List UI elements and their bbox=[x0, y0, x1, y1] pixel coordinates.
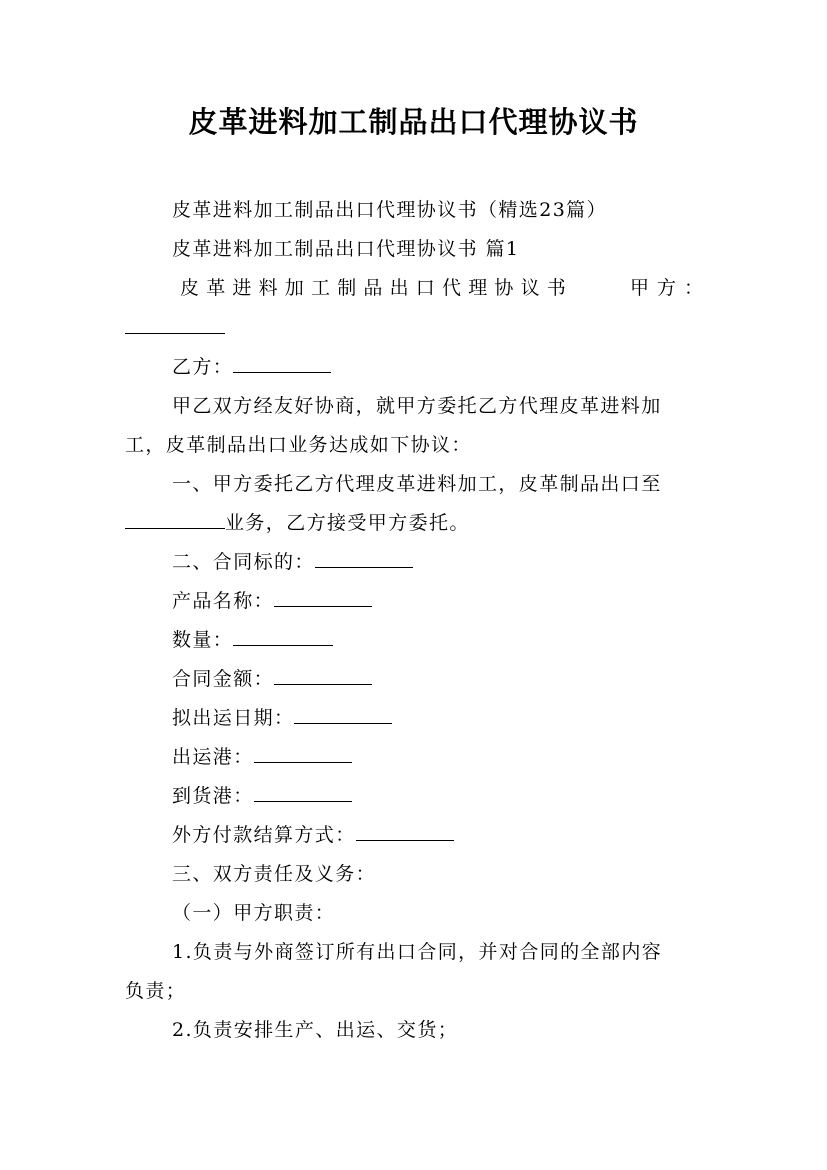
contract-subject-label: 二、合同标的： bbox=[172, 551, 315, 573]
product-name-blank bbox=[274, 589, 372, 607]
duty-item-1: 1.负责与外商签订所有出口合同，并对合同的全部内容 bbox=[172, 941, 663, 963]
payment-method-line bbox=[172, 823, 454, 847]
clause-one-cont-text: 业务，乙方接受甲方委托。 bbox=[225, 512, 470, 534]
subtitle-line: 皮革进料加工制品出口代理协议书（精选23篇） bbox=[172, 199, 607, 221]
party-a-duties-heading: （一）甲方职责： bbox=[172, 902, 336, 924]
clause-one-line: 一、甲方委托乙方代理皮革进料加工，皮革制品出口至 bbox=[172, 473, 662, 495]
port-of-destination-blank bbox=[254, 784, 352, 802]
payment-method-blank bbox=[356, 823, 454, 841]
port-of-destination-line bbox=[172, 784, 352, 808]
party-a-blank-line bbox=[125, 316, 225, 340]
party-a-label: 甲方： bbox=[630, 277, 712, 299]
payment-method-label: 外方付款结算方式： bbox=[172, 824, 356, 846]
contract-amount-line bbox=[172, 667, 372, 691]
port-of-loading-label: 出运港： bbox=[172, 746, 254, 768]
contract-subject-blank bbox=[315, 550, 413, 568]
document-title: 皮革进料加工制品出口代理协议书 bbox=[188, 105, 639, 139]
paragraph-line: 工，皮革制品出口业务达成如下协议： bbox=[125, 434, 472, 456]
duty-item-1-cont: 负责； bbox=[125, 980, 187, 1002]
party-b-label: 乙方： bbox=[172, 356, 234, 378]
product-name-label: 产品名称： bbox=[172, 590, 275, 612]
destination-blank bbox=[125, 511, 225, 529]
port-of-destination-label: 到货港： bbox=[172, 785, 254, 807]
contract-amount-blank bbox=[274, 667, 372, 685]
contract-title-line: 皮革进料加工制品出口代理协议书 bbox=[180, 277, 574, 299]
shipping-date-line bbox=[172, 706, 392, 730]
product-name-line bbox=[172, 589, 372, 613]
clause-one-cont-line bbox=[125, 511, 470, 535]
contract-subject-line bbox=[172, 550, 413, 574]
contract-amount-label: 合同金额： bbox=[172, 668, 275, 690]
quantity-blank bbox=[233, 628, 333, 646]
shipping-date-blank bbox=[294, 706, 392, 724]
port-of-loading-line bbox=[172, 745, 352, 769]
paragraph-line: 甲乙双方经友好协商，就甲方委托乙方代理皮革进料加 bbox=[172, 395, 662, 417]
port-of-loading-blank bbox=[254, 745, 352, 763]
duty-item-2: 2.负责安排生产、出运、交货； bbox=[172, 1019, 459, 1041]
shipping-date-label: 拟出运日期： bbox=[172, 707, 295, 729]
party-b-blank bbox=[233, 355, 331, 373]
quantity-line bbox=[172, 628, 333, 652]
section-three-heading: 三、双方责任及义务： bbox=[172, 863, 377, 885]
party-b-line bbox=[172, 355, 331, 379]
quantity-label: 数量： bbox=[172, 629, 234, 651]
section-heading: 皮革进料加工制品出口代理协议书 篇1 bbox=[172, 238, 520, 260]
party-a-blank bbox=[125, 316, 225, 334]
